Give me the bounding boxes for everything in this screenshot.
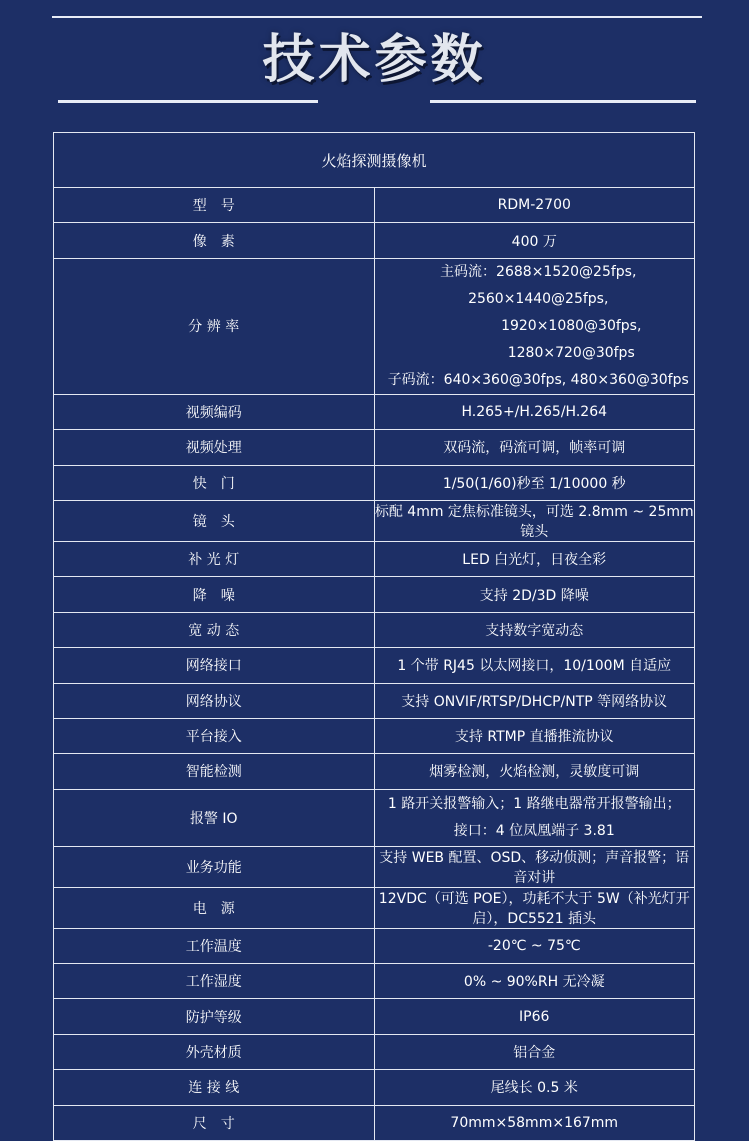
spec-value: 烟雾检测，火焰检测，灵敏度可调 <box>374 754 695 789</box>
table-row <box>54 846 695 887</box>
table-row <box>54 223 695 258</box>
table-row <box>54 887 695 928</box>
table-row <box>54 577 695 612</box>
spec-label: 降 噪 <box>54 577 375 612</box>
spec-label: 工作湿度 <box>54 964 375 999</box>
table-row <box>54 394 695 429</box>
spec-value-line: 接口：4 位凤凰端子 3.81 <box>453 822 615 839</box>
spec-label: 连 接 线 <box>54 1070 375 1105</box>
spec-value: -20℃ ~ 75℃ <box>374 928 695 963</box>
spec-value: 支持 WEB 配置、OSD、移动侦测；声音报警；语音对讲 <box>374 846 695 887</box>
spec-value-line: 1920×1080@30fps, 1280×720@30fps <box>501 317 642 361</box>
table-row <box>54 541 695 576</box>
spec-value: 尾线长 0.5 米 <box>374 1070 695 1105</box>
table-row <box>54 789 695 846</box>
spec-value: 1 个带 RJ45 以太网接口，10/100M 自适应 <box>374 648 695 683</box>
table-row <box>54 683 695 718</box>
table-row <box>54 718 695 753</box>
spec-value-line: 子码流：640×360@30fps, 480×360@30fps <box>387 371 689 388</box>
table-row <box>54 928 695 963</box>
table-row <box>54 465 695 500</box>
spec-value: RDM-2700 <box>374 188 695 223</box>
spec-label: 网络接口 <box>54 648 375 683</box>
spec-label: 型 号 <box>54 188 375 223</box>
spec-value: 支持 RTMP 直播推流协议 <box>374 718 695 753</box>
spec-label: 工作温度 <box>54 928 375 963</box>
page-title: 技术参数 <box>262 30 487 90</box>
spec-value-line: 1 路开关报警输入；1 路继电器常开报警输出； <box>387 795 681 812</box>
spec-value: 0% ~ 90%RH 无冷凝 <box>374 964 695 999</box>
spec-label: 智能检测 <box>54 754 375 789</box>
spec-label: 报警 IO <box>54 789 375 846</box>
spec-label: 网络协议 <box>54 683 375 718</box>
spec-value: H.265+/H.265/H.264 <box>374 394 695 429</box>
spec-label: 外壳材质 <box>54 1034 375 1069</box>
spec-value: 70mm×58mm×167mm <box>374 1105 695 1140</box>
spec-value: 支持 ONVIF/RTSP/DHCP/NTP 等网络协议 <box>374 683 695 718</box>
table-row <box>54 648 695 683</box>
spec-value: 标配 4mm 定焦标准镜头，可选 2.8mm ~ 25mm 镜头 <box>374 500 695 541</box>
spec-value <box>374 258 695 394</box>
table-row <box>54 1105 695 1140</box>
spec-label: 尺 寸 <box>54 1105 375 1140</box>
spec-value: 1/50(1/60)秒至 1/10000 秒 <box>374 465 695 500</box>
spec-label: 业务功能 <box>54 846 375 887</box>
spec-label: 平台接入 <box>54 718 375 753</box>
table-row <box>54 258 695 394</box>
spec-label: 电 源 <box>54 887 375 928</box>
spec-label: 补 光 灯 <box>54 541 375 576</box>
spec-label: 快 门 <box>54 465 375 500</box>
spec-label: 宽 动 态 <box>54 612 375 647</box>
spec-value: IP66 <box>374 999 695 1034</box>
spec-value: 铝合金 <box>374 1034 695 1069</box>
table-row <box>54 430 695 465</box>
table-header-row <box>54 133 695 188</box>
spec-label: 防护等级 <box>54 999 375 1034</box>
spec-value: LED 白光灯，日夜全彩 <box>374 541 695 576</box>
product-name: 火焰探测摄像机 <box>54 133 695 188</box>
spec-value: 双码流，码流可调，帧率可调 <box>374 430 695 465</box>
spec-label: 镜 头 <box>54 500 375 541</box>
top-rule <box>52 16 702 18</box>
spec-table <box>53 132 695 1141</box>
spec-label: 视频处理 <box>54 430 375 465</box>
spec-value: 支持 2D/3D 降噪 <box>374 577 695 612</box>
spec-value: 12VDC（可选 POE），功耗不大于 5W（补光灯开启），DC5521 插头 <box>374 887 695 928</box>
table-row <box>54 754 695 789</box>
spec-value-line: 主码流：2688×1520@25fps, 2560×1440@25fps, <box>440 263 637 307</box>
spec-value: 400 万 <box>374 223 695 258</box>
table-row <box>54 1070 695 1105</box>
table-row <box>54 964 695 999</box>
table-row <box>54 999 695 1034</box>
spec-value <box>374 789 695 846</box>
spec-label: 视频编码 <box>54 394 375 429</box>
title-divider-right <box>430 100 696 103</box>
table-row <box>54 500 695 541</box>
table-row <box>54 612 695 647</box>
table-row <box>54 188 695 223</box>
spec-label: 像 素 <box>54 223 375 258</box>
table-row <box>54 1034 695 1069</box>
title-divider-left <box>58 100 318 103</box>
spec-label: 分 辨 率 <box>54 258 375 394</box>
spec-value: 支持数字宽动态 <box>374 612 695 647</box>
